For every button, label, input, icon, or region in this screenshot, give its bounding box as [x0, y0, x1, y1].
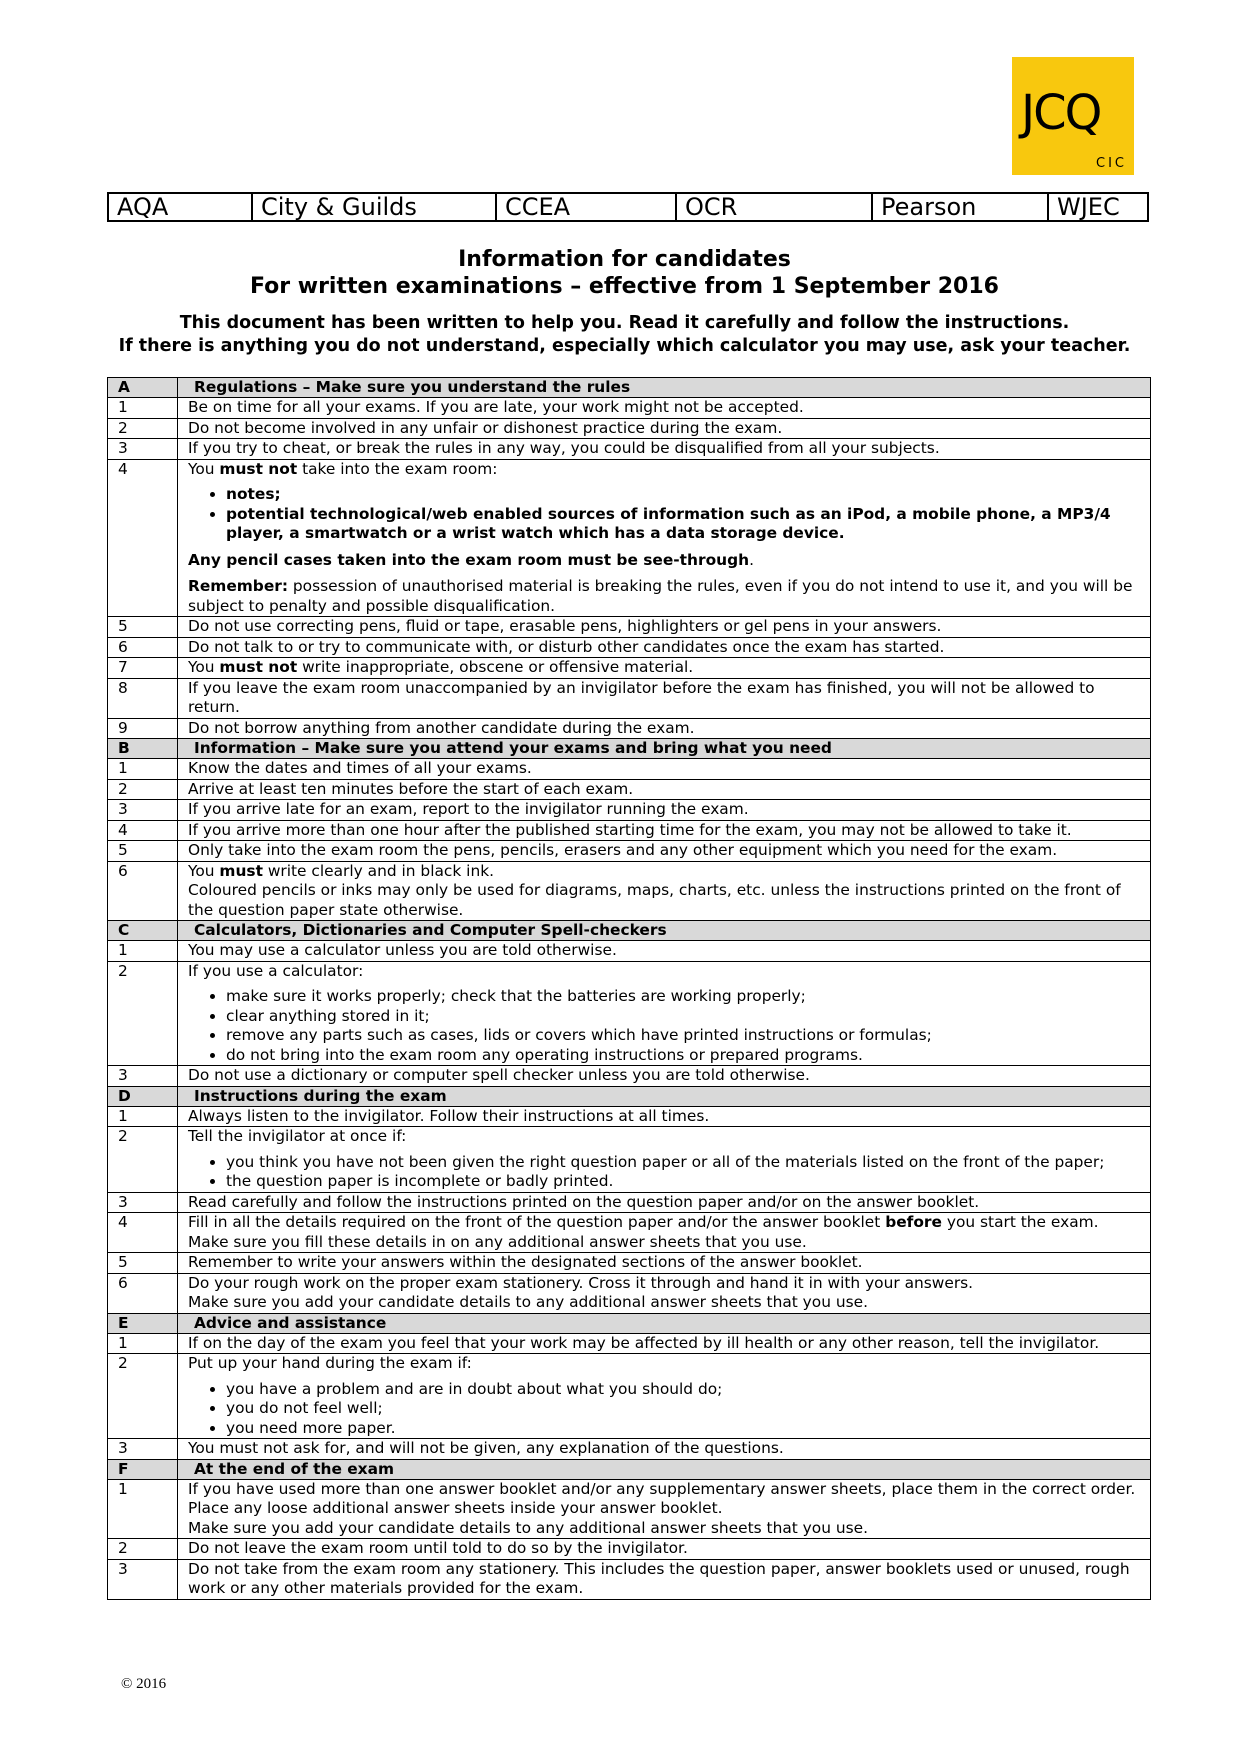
rule-number: 1 [108, 1106, 178, 1127]
table-row [108, 1106, 1151, 1127]
text-span: possession of unauthorised material is breaking the rules, even if you do not intend to use it, and you will be subject to penalty and possible disqualification. [188, 577, 1133, 615]
rule-text [188, 1213, 1150, 1233]
section-letter: A [108, 378, 178, 398]
table-row [108, 820, 1151, 841]
list-item: • do not bring into the exam room any operating instructions or prepared programs. [226, 1046, 1150, 1066]
table-row [108, 718, 1151, 739]
table-row [108, 617, 1151, 638]
section-header [108, 1086, 1151, 1106]
rule-number: 5 [108, 617, 178, 638]
rule-cell [178, 961, 1151, 1066]
rule-text: Know the dates and times of all your exams. [178, 759, 1151, 780]
board-wjec: WJEC [1048, 193, 1148, 221]
rule-number: 4 [108, 1213, 178, 1253]
section-header [108, 1313, 1151, 1333]
emphasis: must not [219, 459, 298, 478]
list-item: • clear anything stored in it; [226, 1007, 1150, 1027]
rules-table [107, 377, 1151, 1600]
rule-cell [178, 1127, 1151, 1193]
rule-cell [178, 1273, 1151, 1313]
rule-cell [178, 1354, 1151, 1439]
table-row [108, 779, 1151, 800]
remember-note [188, 577, 1150, 616]
emphasis: must not [219, 658, 298, 676]
awarding-bodies-row [107, 192, 1149, 222]
table-row [108, 439, 1151, 460]
rule-number: 2 [108, 1354, 178, 1439]
bullet-list [188, 1153, 1150, 1192]
rule-text: If you try to cheat, or break the rules in any way, you could be disqualified from all your subjects. [178, 439, 1151, 460]
rule-number: 2 [108, 1127, 178, 1193]
rule-text: If you arrive more than one hour after the published starting time for the exam, you may not be allowed to take it. [178, 820, 1151, 841]
rule-cell [178, 861, 1151, 921]
rule-text: Only take into the exam room the pens, pencils, erasers and any other equipment which you need for the exam. [178, 841, 1151, 862]
rule-cell [178, 1213, 1151, 1253]
table-row [108, 1273, 1151, 1313]
list-item: • notes; [226, 485, 1150, 505]
section-title: Instructions during the exam [178, 1086, 1151, 1106]
section-letter: D [108, 1086, 178, 1106]
rule-number: 3 [108, 1066, 178, 1087]
logo-subtext: CIC [1096, 156, 1127, 171]
list-item: • you have a problem and are in doubt about what you should do; [226, 1380, 1150, 1400]
section-title: Calculators, Dictionaries and Computer Spell-checkers [178, 921, 1151, 941]
section-header [108, 739, 1151, 759]
bullet-list [188, 1380, 1150, 1439]
board-pearson: Pearson [872, 193, 1048, 221]
emphasis: before [885, 1213, 942, 1231]
rule-text: If you have used more than one answer booklet and/or any supplementary answer sheets, place them in the correct order. [188, 1479, 1136, 1498]
rule-text: Do not become involved in any unfair or dishonest practice during the exam. [178, 418, 1151, 439]
table-row [108, 1066, 1151, 1087]
section-letter: E [108, 1313, 178, 1333]
rule-text: Tell the invigilator at once if: [188, 1127, 407, 1145]
rule-text: Place any loose additional answer sheets inside your answer booklet. [188, 1499, 723, 1517]
rule-number: 1 [108, 398, 178, 419]
list-item: • you need more paper. [226, 1419, 1150, 1439]
section-title: Advice and assistance [178, 1313, 1151, 1333]
rule-text: Do your rough work on the proper exam stationery. Cross it through and hand it in with your answers. [188, 1273, 974, 1292]
page-title: Information for candidates [458, 247, 791, 272]
table-row [108, 841, 1151, 862]
rule-text: Do not take from the exam room any stationery. This includes the question paper, answer booklets used or unused, rough work or any other materials provided for the exam. [178, 1559, 1151, 1599]
rule-number: 7 [108, 658, 178, 679]
rule-text: Read carefully and follow the instructions printed on the question paper and/or on the answer booklet. [178, 1192, 1151, 1213]
intro-line-2: If there is anything you do not understand, especially which calculator you may use, ask your teacher. [118, 336, 1131, 356]
board-city-guilds: City & Guilds [252, 193, 496, 221]
rule-cell [178, 1479, 1151, 1539]
rule-number: 5 [108, 1253, 178, 1274]
table-row [108, 1333, 1151, 1354]
rule-number: 3 [108, 1439, 178, 1460]
emphasis: Any pencil cases taken into the exam room must be see-through [188, 550, 750, 569]
rule-number: 2 [108, 1539, 178, 1560]
emphasis: must [219, 861, 263, 880]
rule-number: 4 [108, 820, 178, 841]
rule-text: Make sure you add your candidate details to any additional answer sheets that you use. [188, 1293, 868, 1311]
copyright: © 2016 [121, 1676, 167, 1692]
text-span: You [188, 658, 220, 676]
section-title: Information – Make sure you attend your exams and bring what you need [178, 739, 1151, 759]
table-row [108, 1539, 1151, 1560]
section-title: At the end of the exam [178, 1459, 1151, 1479]
table-row [108, 1192, 1151, 1213]
rule-number: 2 [108, 418, 178, 439]
text-span: Fill in all the details required on the front of the question paper and/or the answer booklet [188, 1213, 886, 1231]
table-row [108, 658, 1151, 679]
table-row [108, 861, 1151, 921]
rule-text: Arrive at least ten minutes before the start of each exam. [178, 779, 1151, 800]
intro-line-1: This document has been written to help you. Read it carefully and follow the instructions. [179, 313, 1070, 333]
rule-text: Do not leave the exam room until told to do so by the invigilator. [178, 1539, 1151, 1560]
rule-text: You must not ask for, and will not be given, any explanation of the questions. [178, 1439, 1151, 1460]
bullet-list [188, 987, 1150, 1065]
table-row [108, 1213, 1151, 1253]
text-span: write clearly and in black ink. [262, 861, 495, 880]
rule-text: If on the day of the exam you feel that your work may be affected by ill health or any other reason, tell the invigilator. [178, 1333, 1151, 1354]
list-item: • you think you have not been given the right question paper or all of the materials listed on the front of the paper; [226, 1153, 1150, 1173]
table-row [108, 1127, 1151, 1193]
table-row [108, 398, 1151, 419]
table-row [108, 1354, 1151, 1439]
rule-number: 1 [108, 1333, 178, 1354]
rule-text: Do not talk to or try to communicate with, or disturb other candidates once the exam has started. [178, 637, 1151, 658]
rule-text: Put up your hand during the exam if: [188, 1354, 472, 1372]
text-span: . [749, 550, 754, 569]
section-header [108, 1459, 1151, 1479]
section-letter: B [108, 739, 178, 759]
rule-number: 4 [108, 459, 178, 617]
rule-cell [178, 459, 1151, 617]
rule-number: 1 [108, 1479, 178, 1539]
table-row [108, 1439, 1151, 1460]
rule-number: 3 [108, 1192, 178, 1213]
logo-text: JCQ [1021, 85, 1101, 141]
board-ocr: OCR [676, 193, 872, 221]
rule-number: 5 [108, 841, 178, 862]
table-row [108, 1479, 1151, 1539]
rule-text: Do not use a dictionary or computer spell checker unless you are told otherwise. [178, 1066, 1151, 1087]
rule-text: Do not use correcting pens, fluid or tape, erasable pens, highlighters or gel pens in your answers. [178, 617, 1151, 638]
rule-number: 3 [108, 1559, 178, 1599]
rule-text: Coloured pencils or inks may only be used for diagrams, maps, charts, etc. unless the instructions printed on the front of the question paper state otherwise. [188, 881, 1121, 919]
rule-text: You may use a calculator unless you are told otherwise. [178, 941, 1151, 962]
table-row [108, 678, 1151, 718]
table-row [108, 759, 1151, 780]
rule-number: 2 [108, 961, 178, 1066]
section-header [108, 921, 1151, 941]
section-title: Regulations – Make sure you understand the rules [178, 378, 1151, 398]
pencil-case-note [188, 551, 1150, 571]
rule-text [188, 460, 1150, 480]
rule-text: Do not borrow anything from another candidate during the exam. [178, 718, 1151, 739]
jcq-logo [1012, 57, 1134, 175]
text-span: You [188, 459, 220, 478]
table-row [108, 1253, 1151, 1274]
rule-text: Remember to write your answers within the designated sections of the answer booklet. [178, 1253, 1151, 1274]
list-item: • you do not feel well; [226, 1399, 1150, 1419]
table-row [108, 941, 1151, 962]
rule-text [178, 658, 1151, 679]
rule-number: 6 [108, 1273, 178, 1313]
text-span: take into the exam room: [297, 459, 498, 478]
rule-text: If you use a calculator: [188, 961, 364, 980]
table-row [108, 961, 1151, 1066]
list-item: • make sure it works properly; check that the batteries are working properly; [226, 987, 1150, 1007]
board-ccea: CCEA [496, 193, 676, 221]
rule-number: 3 [108, 800, 178, 821]
rule-text [188, 862, 1150, 882]
rule-number: 1 [108, 759, 178, 780]
list-item: • potential technological/web enabled sources of information such as an iPod, a mobile phone, a MP3/4 player, a smartwatch or a wrist watch which has a data storage device. [226, 505, 1150, 544]
list-item: • remove any parts such as cases, lids or covers which have printed instructions or formulas; [226, 1026, 1150, 1046]
rule-text: Make sure you add your candidate details to any additional answer sheets that you use. [188, 1518, 868, 1537]
list-item: • the question paper is incomplete or badly printed. [226, 1172, 1150, 1192]
rule-number: 1 [108, 941, 178, 962]
section-letter: F [108, 1459, 178, 1479]
rule-text: If you arrive late for an exam, report to the invigilator running the exam. [178, 800, 1151, 821]
page-subtitle: For written examinations – effective from 1 September 2016 [250, 274, 999, 299]
table-row [108, 459, 1151, 617]
section-header [108, 378, 1151, 398]
rule-text: If you leave the exam room unaccompanied by an invigilator before the exam has finished, you will not be allowed to return. [178, 678, 1151, 718]
board-aqa: AQA [108, 193, 252, 221]
table-row [108, 418, 1151, 439]
table-row [108, 800, 1151, 821]
section-letter: C [108, 921, 178, 941]
table-row [108, 1559, 1151, 1599]
rule-number: 3 [108, 439, 178, 460]
bullet-list [188, 485, 1150, 544]
rule-text: Make sure you fill these details in on any additional answer sheets that you use. [188, 1232, 807, 1251]
rule-number: 6 [108, 861, 178, 921]
rule-number: 8 [108, 678, 178, 718]
table-row [108, 637, 1151, 658]
rule-text: Be on time for all your exams. If you are late, your work might not be accepted. [178, 398, 1151, 419]
rule-number: 6 [108, 637, 178, 658]
text-span: you start the exam. [941, 1213, 1099, 1231]
rule-number: 2 [108, 779, 178, 800]
rule-number: 9 [108, 718, 178, 739]
emphasis: Remember: [188, 577, 289, 595]
text-span: write inappropriate, obscene or offensive material. [297, 658, 694, 676]
text-span: You [188, 861, 220, 880]
rule-text: Always listen to the invigilator. Follow their instructions at all times. [178, 1106, 1151, 1127]
